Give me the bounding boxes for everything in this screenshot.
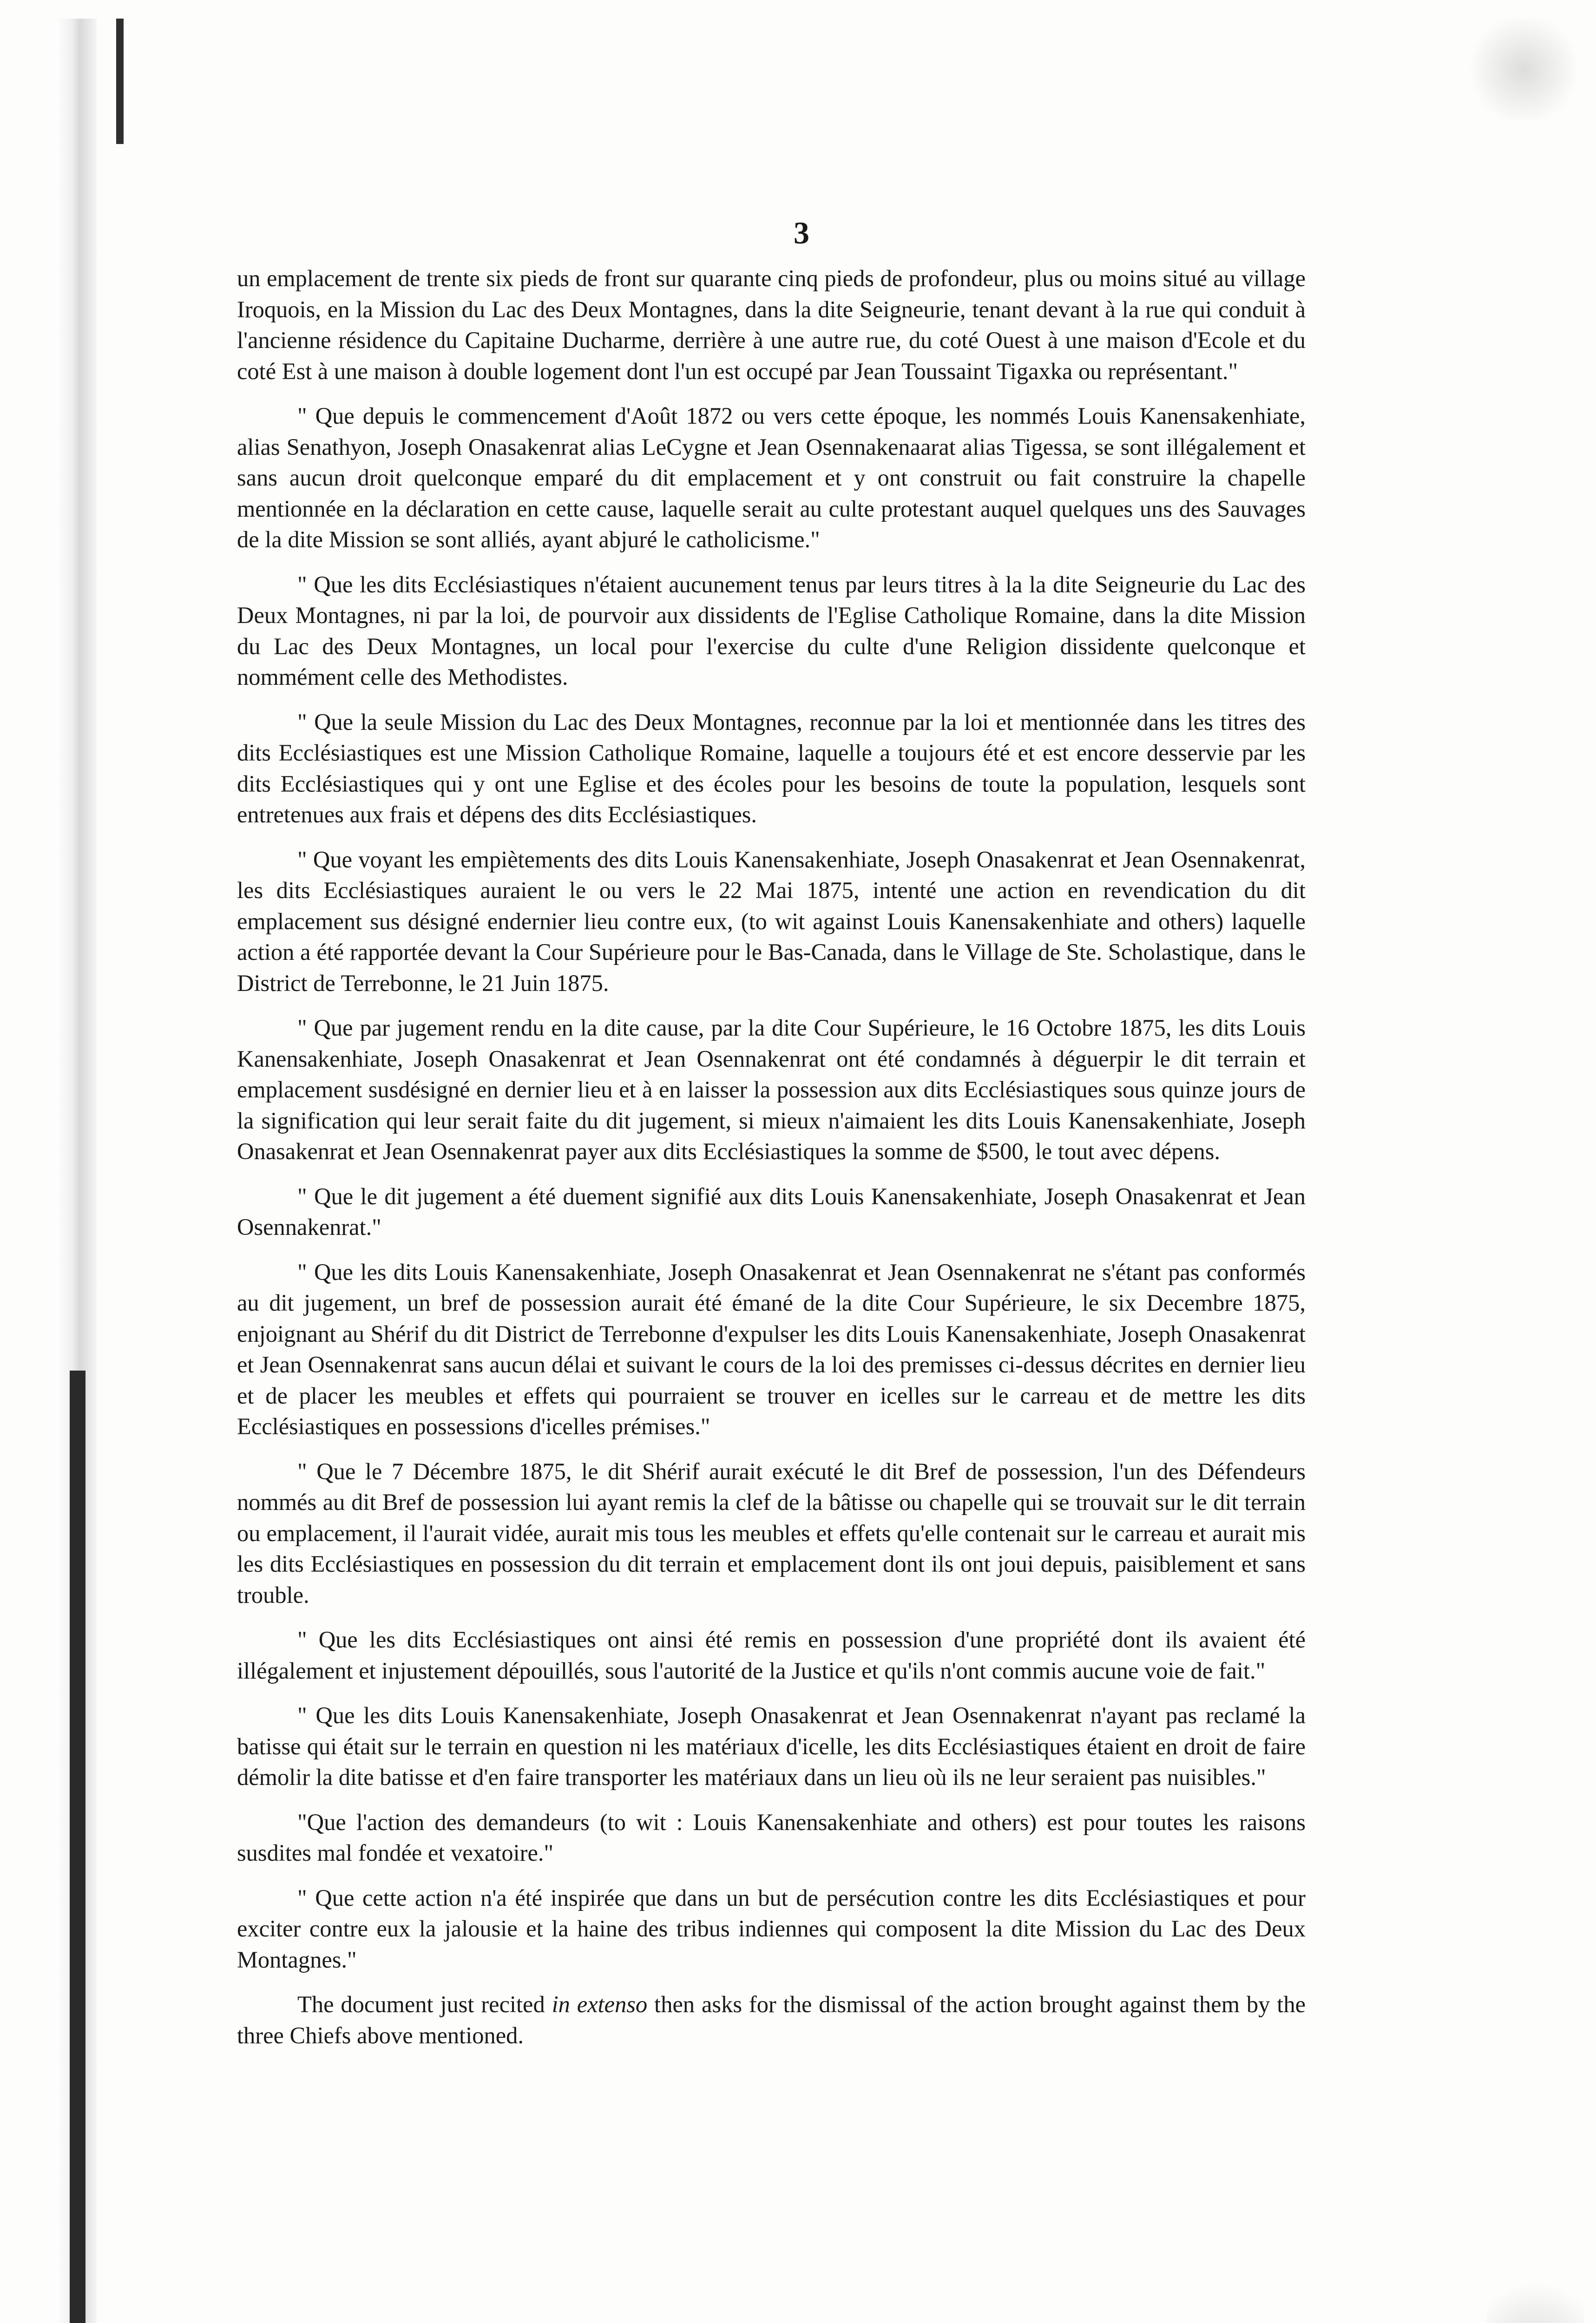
- paragraph: " Que le dit jugement a été duement signifié aux dits Louis Kanensakenhiate, Joseph Onasakenrat et Jean Osennakenrat.": [237, 1183, 1306, 1240]
- paragraph: " Que les dits Ecclésiastiques ont ainsi été remis en possession d'une propriété dont ils avaient été illégalement et injustement dépouillés, sous l'autorité de la Justice et qu'ils n'ont commis aucune voie de fait.": [237, 1627, 1306, 1684]
- paragraph: " Que le 7 Décembre 1875, le dit Shérif aurait exécuté le dit Bref de possession, l'un des Défendeurs nommés au dit Bref de possession lui ayant remis la clef de la bâtisse ou chapelle qui se trouvait sur le dit terrain ou emplacement, il l'aurait vidée, aurait mis tous les meubles et effets qu'elle contenait sur le carreau et aurait mis les dits Ecclésiastiques en possession du dit terrain et emplacement dont ils ont joui depuis, paisiblement et sans trouble.: [237, 1458, 1306, 1608]
- paragraph: " Que les dits Ecclésiastiques n'étaient aucunement tenus par leurs titres à la la dite Seigneurie du Lac des Deux Montagnes, ni par la loi, de pourvoir aux dissidents de l'Eglise Catholique Romaine, dans la dite Mission du Lac des Deux Montagnes, un local pour l'exercise du culte d'une Religion dissidente quelconque et nommément celle des Methodistes.: [237, 571, 1306, 690]
- paragraph: " Que la seule Mission du Lac des Deux Montagnes, reconnue par la loi et mentionnée dans les titres des dits Ecclésiastiques est une Mission Catholique Romaine, laquelle a toujours été et est encore desservie par les dits Ecclésiastiques qui y ont une Eglise et des écoles pour les besoins de toute la population, lesquels sont entretenues aux frais et dépens des dits Ecclésiastiques.: [237, 709, 1306, 827]
- paragraph: "Que l'action des demandeurs (to wit : Louis Kanensakenhiate and others) est pour toutes les raisons susdites mal fondée et vexatoire.": [237, 1809, 1306, 1866]
- binding-mark-top: [116, 19, 124, 144]
- closing-text-after: then asks for the dismissal of the action brought against them by the three Chiefs above mentioned.: [237, 1991, 1306, 2048]
- scan-speckle: [1464, 19, 1584, 121]
- paragraph: " Que les dits Louis Kanensakenhiate, Joseph Onasakenrat et Jean Osennakenrat ne s'étant pas conformés au dit jugement, un bref de possession aurait été émané de la dite Cour Supérieure, le six Decembre 1875, enjoignant au Shérif du dit District de Terrebonne d'expulser les dits Louis Kanensakenhiate, Joseph Onasakenrat et Jean Osennakenrat sans aucun délai et suivant le cours de la loi des premisses ci-dessus décrites en dernier lieu et de placer les meubles et effets qui pourraient se trouver en icelles sur le carreau et de mettre les dits Ecclésiastiques en possessions d'icelles prémises.": [237, 1259, 1306, 1439]
- paragraph: un emplacement de trente six pieds de front sur quarante cinq pieds de profondeur, plus ou moins situé au village Iroquois, en la Mission du Lac des Deux Montagnes, dans la dite Seigneurie, tenant devant à la rue qui conduit à l'ancienne résidence du Capitaine Ducharme, derrière à une autre rue, du coté Ouest à une maison d'Ecole et du coté Est à une maison à double logement dont l'un est occupé par Jean Toussaint Tigaxka ou représentant.": [237, 265, 1306, 384]
- closing-emphasis: in extenso: [552, 1991, 648, 2017]
- closing-text-before: The document just recited: [297, 1991, 552, 2017]
- paragraph: " Que cette action n'a été inspirée que dans un but de persécution contre les dits Ecclésiastiques et pour exciter contre eux la jalousie et la haine des tribus indiennes qui composent la dite Mission du Lac des Deux Montagnes.": [237, 1884, 1306, 1973]
- page-number: 3: [794, 215, 809, 250]
- paragraph: " Que depuis le commencement d'Août 1872 ou vers cette époque, les nommés Louis Kanensakenhiate, alias Senathyon, Joseph Onasakenrat alias LeCygne et Jean Osennakenaarat alias Tigessa, se sont illégalement et sans aucun droit quelconque emparé du dit emplacement et y ont construit ou fait construire la chapelle mentionnée en la déclaration en cette cause, laquelle serait au culte protestant auquel quelques uns des Sauvages de la dite Mission se sont alliés, ayant abjuré le catholicisme.": [237, 403, 1306, 552]
- binding-mark-bottom: [70, 1371, 85, 2323]
- document-body: [237, 263, 1306, 2065]
- closing-paragraph: [237, 1989, 1306, 2051]
- paragraph: " Que par jugement rendu en la dite cause, par la dite Cour Supérieure, le 16 Octobre 1875, les dits Louis Kanensakenhiate, Joseph Onasakenrat et Jean Osennakenrat ont été condamnés à déguerpir le dit terrain et emplacement susdésigné en dernier lieu et à en laisser la possession aux dits Ecclésiastiques sous quinze jours de la signification qui leur serait faite du dit jugement, si mieux n'aimaient les dits Louis Kanensakenhiate, Joseph Onasakenrat et Jean Osennakenrat payer aux dits Ecclésiastiques la somme de $500, le tout avec dépens.: [237, 1015, 1306, 1164]
- paragraph: " Que voyant les empiètements des dits Louis Kanensakenhiate, Joseph Onasakenrat et Jean Osennakenrat, les dits Ecclésiastiques auraient le ou vers le 22 Mai 1875, intenté une action en revendication du dit emplacement sus désigné endernier lieu contre eux, (to wit against Louis Kanensakenhiate and others) laquelle action a été rapportée devant la Cour Supérieure pour le Bas-Canada, dans le Village de Ste. Scholastique, dans le District de Terrebonne, le 21 Juin 1875.: [237, 846, 1306, 996]
- paragraph: " Que les dits Louis Kanensakenhiate, Joseph Onasakenrat et Jean Osennakenrat n'ayant pas reclamé la batisse qui était sur le terrain en question ni les matériaux d'icelle, les dits Ecclésiastiques étaient en droit de faire démolir la dite batisse et d'en faire transporter les matériaux dans un lieu où ils ne leur seraient pas nuisibles.": [237, 1702, 1306, 1790]
- scan-speckle: [1487, 2267, 1584, 2323]
